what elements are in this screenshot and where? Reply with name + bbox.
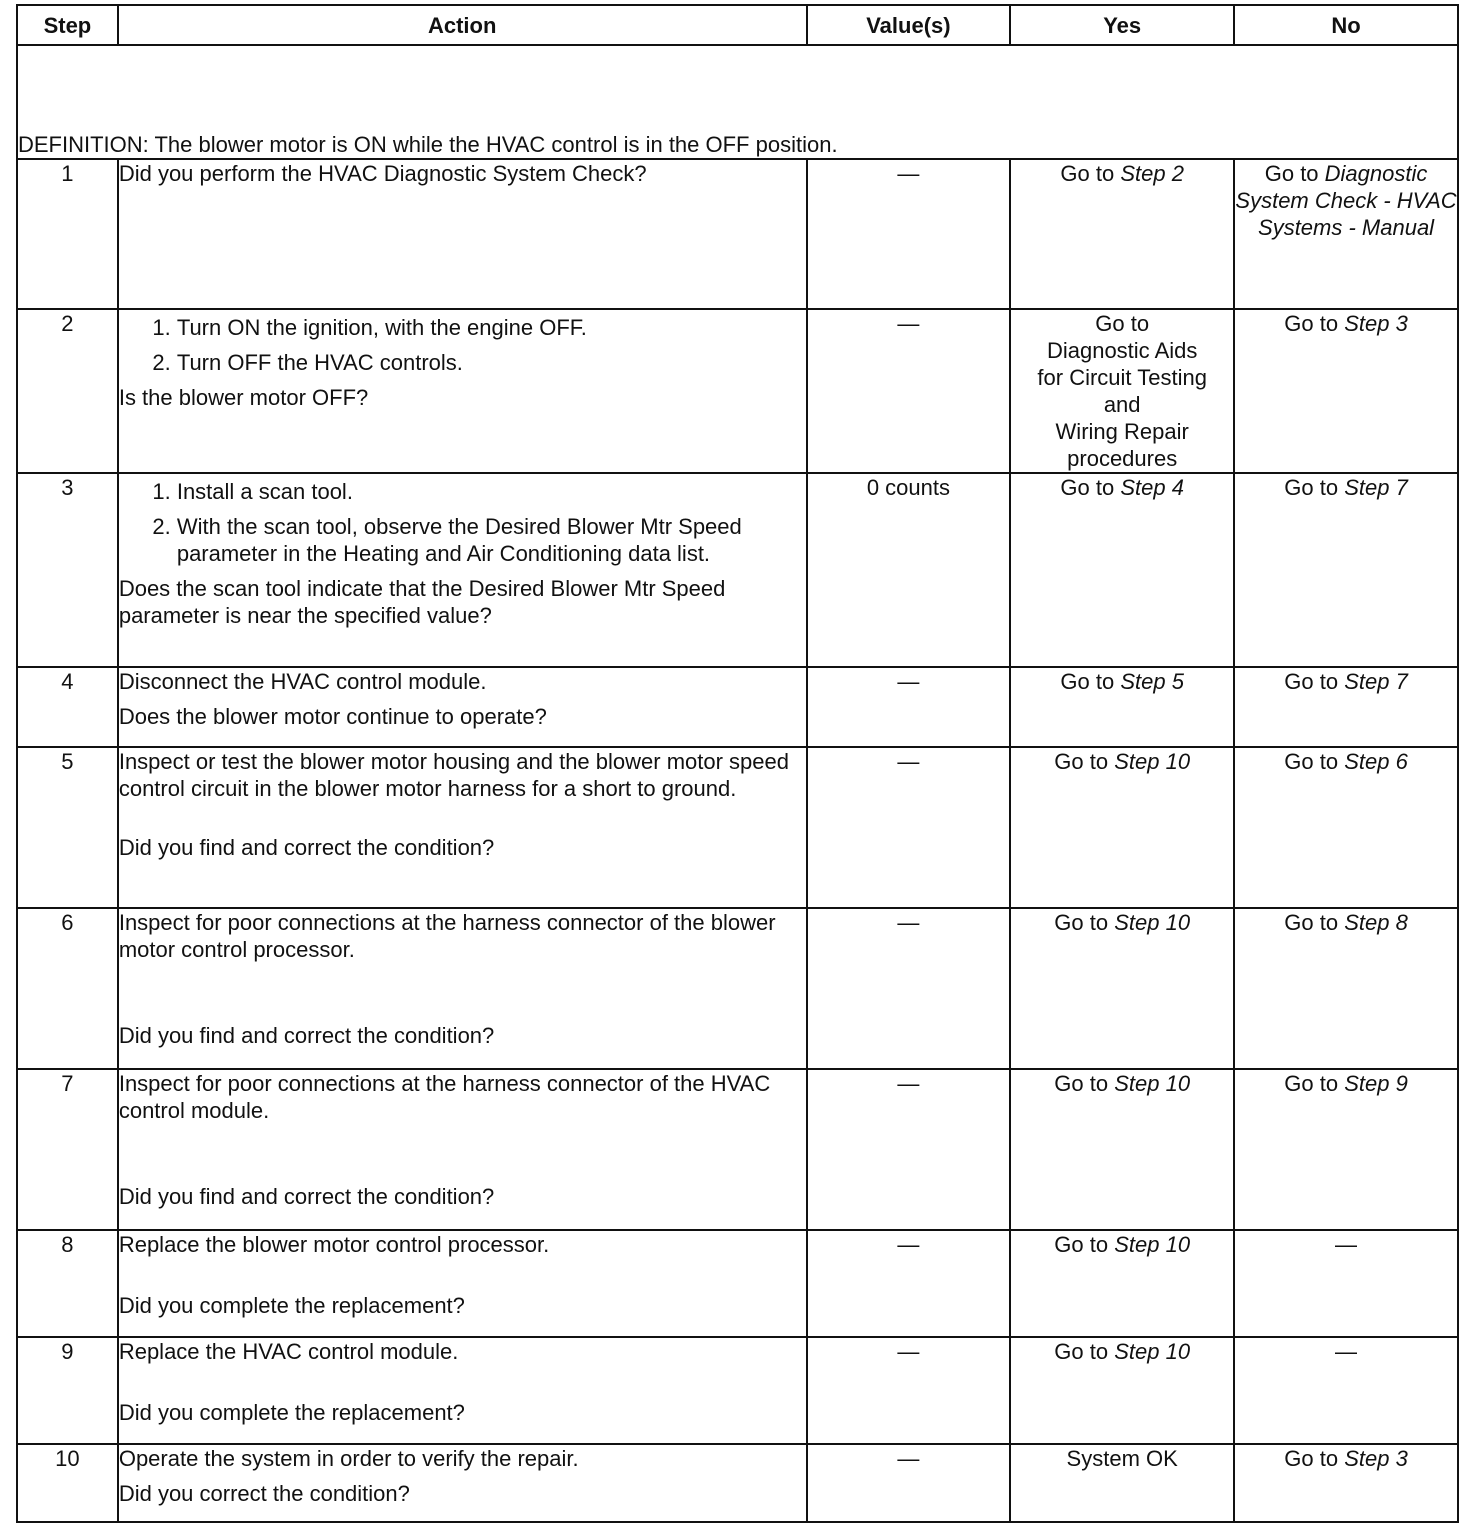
yes-link: Step 10 <box>1114 1339 1191 1364</box>
table-row <box>17 1069 1458 1230</box>
yes-line: Diagnostic Aids <box>1046 338 1198 363</box>
action-text: Inspect or test the blower motor housing and the blower motor speed control circuit in the blower motor harness for a short to ground. <box>118 749 789 801</box>
definition-row <box>17 45 1458 159</box>
header-row <box>17 5 1458 45</box>
yes-line: for Circuit Testing <box>1037 365 1207 390</box>
action-cell <box>118 1444 807 1522</box>
yes-prefix: Go to <box>1054 1071 1115 1096</box>
no-cell <box>1234 309 1458 473</box>
yes-prefix: Go to <box>1054 749 1115 774</box>
step-number: 10 <box>17 1444 118 1522</box>
action-list <box>119 478 806 567</box>
header-action: Action <box>118 5 807 45</box>
value-cell: — <box>807 1444 1011 1522</box>
yes-cell <box>1010 1337 1234 1444</box>
yes-prefix: Go to <box>1054 1339 1115 1364</box>
action-cell <box>118 1337 807 1444</box>
no-cell <box>1234 667 1458 747</box>
yes-cell <box>1010 309 1234 473</box>
step-number: 2 <box>17 309 118 473</box>
yes-cell <box>1010 159 1234 309</box>
action-text: Did you perform the HVAC Diagnostic System Check? <box>118 161 647 186</box>
definition-text: DEFINITION: The blower motor is ON while the HVAC control is in the OFF position. <box>17 45 1458 159</box>
action-list-item: 2. With the scan tool, observe the Desired Blower Mtr Speed parameter in the Heating and Air Conditioning data list. <box>177 513 806 567</box>
table-row <box>17 159 1458 309</box>
value-cell: — <box>807 908 1011 1069</box>
action-question: Did you find and correct the condition? <box>118 835 495 860</box>
table-row <box>17 667 1458 747</box>
no-link: Step 6 <box>1344 749 1408 774</box>
no-cell <box>1234 473 1458 667</box>
yes-line: Wiring Repair <box>1055 419 1189 444</box>
no-cell <box>1234 747 1458 908</box>
no-prefix: Go to <box>1284 910 1345 935</box>
action-cell <box>118 747 807 908</box>
action-cell <box>118 473 807 667</box>
yes-link: Step 4 <box>1120 475 1184 500</box>
no-link: Step 9 <box>1344 1071 1408 1096</box>
step-number: 4 <box>17 667 118 747</box>
yes-link: Step 10 <box>1114 1232 1191 1257</box>
action-question: Did you complete the replacement? <box>118 1400 465 1425</box>
table-row <box>17 747 1458 908</box>
yes-cell <box>1010 1069 1234 1230</box>
table-row <box>17 1230 1458 1337</box>
action-cell <box>118 667 807 747</box>
step-number: 1 <box>17 159 118 309</box>
table-row <box>17 473 1458 667</box>
step-number: 6 <box>17 908 118 1069</box>
no-link: Step 3 <box>1344 311 1408 336</box>
yes-prefix: Go to <box>1054 910 1115 935</box>
step-number: 9 <box>17 1337 118 1444</box>
yes-line: Go to <box>1095 311 1150 336</box>
no-prefix: Go to <box>1284 1071 1345 1096</box>
value-cell: — <box>807 747 1011 908</box>
no-prefix: Go to <box>1284 669 1345 694</box>
action-question: Did you complete the replacement? <box>118 1293 465 1318</box>
no-cell <box>1234 159 1458 309</box>
action-question: Did you correct the condition? <box>118 1481 410 1506</box>
action-list-item: 1. Install a scan tool. <box>177 478 806 505</box>
action-cell <box>118 1230 807 1337</box>
action-text: Replace the blower motor control processor. <box>118 1232 550 1257</box>
action-text: Operate the system in order to verify the repair. <box>118 1446 579 1471</box>
table-row <box>17 309 1458 473</box>
no-prefix: Go to <box>1284 1446 1345 1471</box>
no-cell <box>1234 1069 1458 1230</box>
action-question: Does the scan tool indicate that the Desired Blower Mtr Speed parameter is near the specified value? <box>118 576 726 628</box>
step-number: 7 <box>17 1069 118 1230</box>
diagnostic-table <box>16 4 1459 1523</box>
action-question: Does the blower motor continue to operate? <box>118 704 547 729</box>
yes-cell <box>1010 1230 1234 1337</box>
yes-prefix: Go to <box>1054 1232 1115 1257</box>
action-question: Is the blower motor OFF? <box>118 385 369 410</box>
action-question: Did you find and correct the condition? <box>118 1023 495 1048</box>
yes-prefix: Go to <box>1060 161 1121 186</box>
no-link: Step 7 <box>1344 669 1408 694</box>
value-cell: — <box>807 1230 1011 1337</box>
value-cell: — <box>807 667 1011 747</box>
value-cell: 0 counts <box>807 473 1011 667</box>
yes-link: Step 10 <box>1114 910 1191 935</box>
no-prefix: Go to <box>1284 311 1345 336</box>
no-link: Diagnostic System Check - HVAC Systems - Manual <box>1235 161 1457 240</box>
no-cell <box>1234 908 1458 1069</box>
no-prefix: Go to <box>1284 475 1345 500</box>
yes-link: Step 5 <box>1120 669 1184 694</box>
yes-prefix: Go to <box>1060 475 1121 500</box>
action-text: Inspect for poor connections at the harness connector of the blower motor control processor. <box>118 910 776 962</box>
action-list <box>119 314 806 376</box>
yes-cell <box>1010 667 1234 747</box>
header-values: Value(s) <box>807 5 1011 45</box>
action-cell <box>118 908 807 1069</box>
no-prefix: Go to <box>1284 749 1345 774</box>
action-cell <box>118 309 807 473</box>
yes-link: Step 10 <box>1114 749 1191 774</box>
action-question: Did you find and correct the condition? <box>118 1184 495 1209</box>
yes-line: and <box>1103 392 1141 417</box>
action-list-item: 2. Turn OFF the HVAC controls. <box>177 349 806 376</box>
yes-cell <box>1010 473 1234 667</box>
table-row <box>17 1337 1458 1444</box>
action-text: Replace the HVAC control module. <box>118 1339 459 1364</box>
header-no: No <box>1234 5 1458 45</box>
yes-cell: System OK <box>1010 1444 1234 1522</box>
header-step: Step <box>17 5 118 45</box>
step-number: 8 <box>17 1230 118 1337</box>
yes-line: procedures <box>1067 446 1178 471</box>
action-text: Disconnect the HVAC control module. <box>118 669 487 694</box>
no-cell: — <box>1234 1230 1458 1337</box>
no-link: Step 8 <box>1344 910 1408 935</box>
value-cell: — <box>807 1337 1011 1444</box>
table-row <box>17 1444 1458 1522</box>
no-link: Step 3 <box>1344 1446 1408 1471</box>
value-cell: — <box>807 309 1011 473</box>
no-cell <box>1234 1444 1458 1522</box>
value-cell: — <box>807 159 1011 309</box>
yes-link: Step 10 <box>1114 1071 1191 1096</box>
table-row <box>17 908 1458 1069</box>
step-number: 3 <box>17 473 118 667</box>
value-cell: — <box>807 1069 1011 1230</box>
step-number: 5 <box>17 747 118 908</box>
header-yes: Yes <box>1010 5 1234 45</box>
no-link: Step 7 <box>1344 475 1408 500</box>
yes-prefix: Go to <box>1060 669 1121 694</box>
no-cell: — <box>1234 1337 1458 1444</box>
action-list-item: 1. Turn ON the ignition, with the engine OFF. <box>177 314 806 341</box>
yes-cell <box>1010 908 1234 1069</box>
action-cell <box>118 159 807 309</box>
action-cell <box>118 1069 807 1230</box>
action-text: Inspect for poor connections at the harness connector of the HVAC control module. <box>118 1071 771 1123</box>
no-prefix: Go to <box>1264 161 1325 186</box>
yes-link: Step 2 <box>1120 161 1184 186</box>
yes-cell <box>1010 747 1234 908</box>
